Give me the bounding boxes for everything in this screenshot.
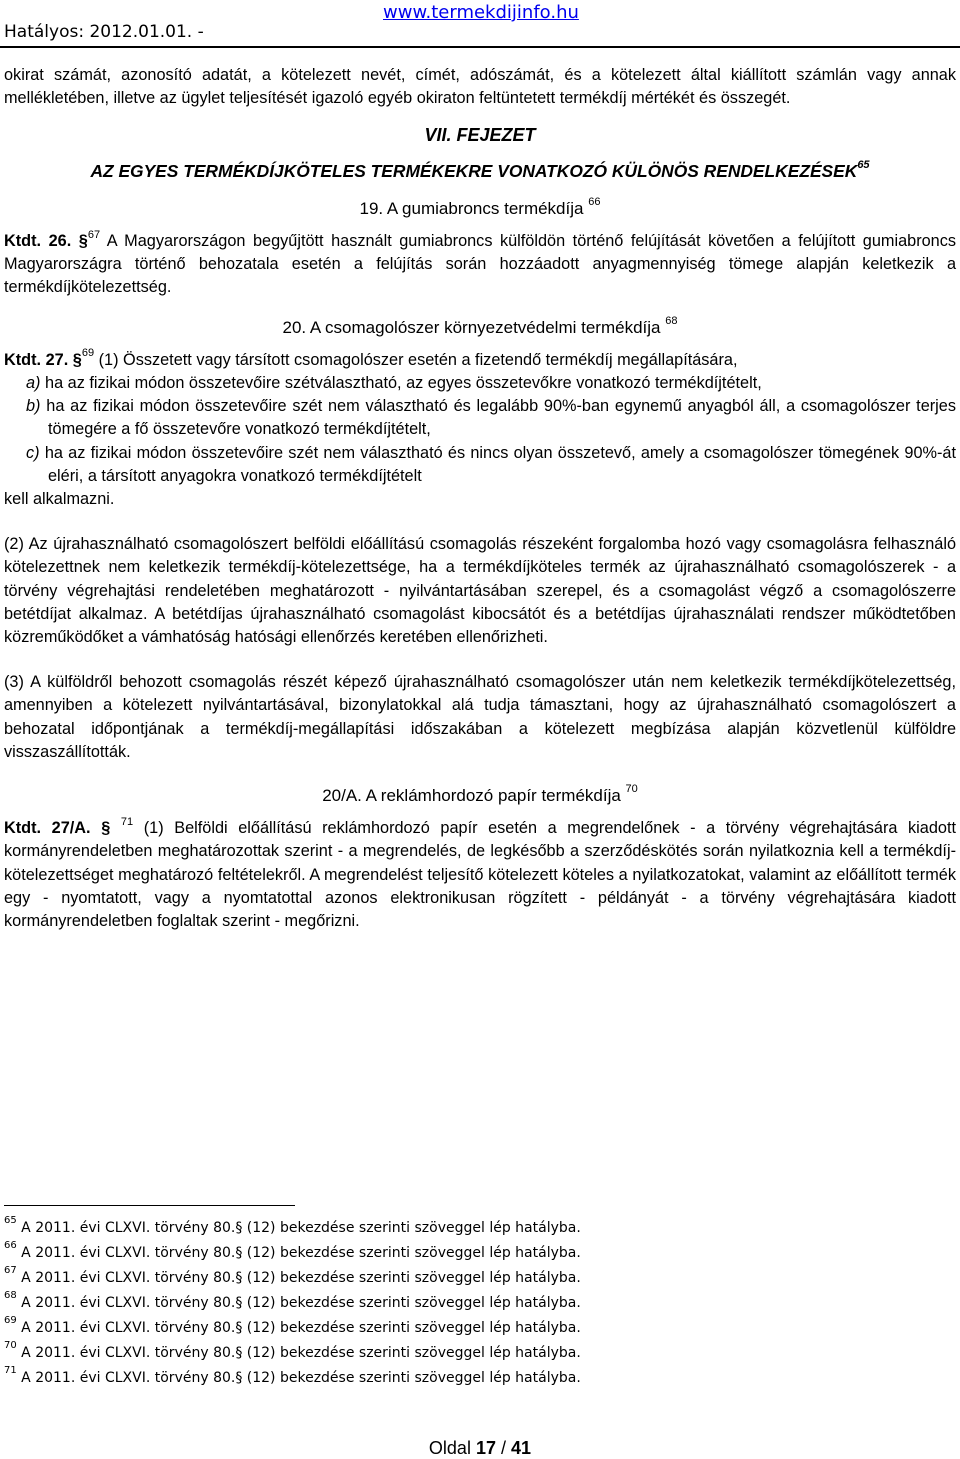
total-pages: 41 [511,1438,532,1458]
footnote-text: A 2011. évi CLXVI. törvény 80.§ (12) bekezdése szerinti szöveggel lép hatályba. [16,1220,581,1236]
footnote-ref-70[interactable]: 70 [625,783,638,796]
footnote-ref-71[interactable]: 71 [120,815,134,828]
footnote-text: A 2011. évi CLXVI. törvény 80.§ (12) bekezdése szerinti szöveggel lép hatályba. [16,1295,581,1311]
footnote [4,1341,904,1366]
section-27a-lead: Ktdt. 27/A. [4,819,91,838]
page-footer [0,1438,960,1459]
footnote-text: A 2011. évi CLXVI. törvény 80.§ (12) bekezdése szerinti szöveggel lép hatályba. [16,1320,581,1336]
section-27-paragraph-2: (2) Az újrahasználható csomagolószert belföldi előállítású csomagolás részeként forgalomba hozó vagy csomagolásra felhasználó kötelezettnek nem keletkezik termékdíj-kötelezettsége, ha a termékdíjköteles termék az újrahasználható csomagolószerek - a törvény végrehajtási rendeletében meghatározott - nyilvántartásában szerepel, és a csomagolást végző a csomagolószerre betétdíjat alkalmaz. A betétdíjas újrahasználható csomagolást kibocsátót és a betétdíjas újrahasználati rendszer működtetőben közreműködőket a vámhatóság hatósági ellenőrzés keretében ellenőrizheti. [4,535,956,647]
section-20a-title-text: 20/A. A reklámhordozó papír termékdíja [322,786,621,806]
section-20-title [4,316,956,339]
chapter-title-text: AZ EGYES TERMÉKDÍJKÖTELES TERMÉKEKRE VONATKOZÓ KÜLÖNÖS RENDELKEZÉSEK [90,160,858,181]
footnotes [4,1216,904,1391]
page-label: Oldal [428,1438,471,1458]
footnote [4,1216,904,1241]
footnote-text: A 2011. évi CLXVI. törvény 80.§ (12) bekezdése szerinti szöveggel lép hatályba. [16,1370,581,1386]
footnote-number: 69 [4,1315,17,1327]
intro-paragraph: okirat számát, azonosító adatát, a kötelezett nevét, címét, adószámát, és a kötelezett által kiállított számlán vagy annak mellékletében, illetve az ügylet teljesítését igazoló egyéb okiraton feltüntetett termékdíj mértékét és összegét. [4,66,956,108]
footnote [4,1316,904,1341]
item-text: ha az fizikai módon összetevőire szét nem választható és nincs olyan összetevő, amely a csomagolószer tömegének 90%-át eléri, a társított anyagokra vonatkozó termékdíjtételt [39,443,956,485]
footnote-text: A 2011. évi CLXVI. törvény 80.§ (12) bekezdése szerinti szöveggel lép hatályba. [16,1245,581,1261]
footnote-ref-66[interactable]: 66 [588,196,601,209]
footnote-ref-65[interactable]: 65 [857,158,870,171]
footnote-number: 65 [4,1215,17,1227]
item-label: c) [26,443,40,462]
section-mark: § [78,232,88,251]
section-27-intro-text: (1) Összetett vagy társított csomagolószer esetén a fizetendő termékdíj megállapítására, [94,350,738,369]
footnote-number: 67 [4,1265,17,1277]
footnote-number: 68 [4,1290,17,1302]
footnote-ref-67[interactable]: 67 [87,228,101,241]
footnote [4,1266,904,1291]
header-divider [0,46,960,48]
item-text: ha az fizikai módon összetevőire szétválasztható, az egyes összetevőkre vonatkozó termékdíjtételt, [40,374,762,393]
document-body [4,64,956,933]
footnote-number: 71 [4,1365,17,1377]
current-page: 17 [475,1438,496,1458]
footnote-number: 66 [4,1240,17,1252]
section-26-paragraph [4,230,956,300]
section-27-paragraph-3: (3) A külföldről behozott csomagolás részét képező újrahasználható csomagolószer után nem keletkezik termékdíjkötelezettség, amennyiben a kötelezett nyilvántartásával, bizonylatokkal alá tudja támasztani, hogy az újrahasználható csomagolószert a behozatal időpontjának a termékdíj-megállapítási időszakában a kötelezett megbízása alapján közvetlenül külföldre visszaszállították. [4,673,956,761]
chapter-label: VII. FEJEZET [424,125,536,146]
footnote [4,1291,904,1316]
section-27-paragraph-1 [4,349,956,372]
site-link[interactable]: www.termekdijinfo.hu [383,2,579,23]
section-26-text: A Magyarországon begyűjtött használt gumiabroncs külföldön történő felújítását követően a felújított gumiabroncs Magyarországra történő behozatala esetén a felújítás során hozzáadott anyagmennyiség tömege alapján keletkezik a termékdíjkötelezettség. [4,232,957,297]
footnote-ref-68[interactable]: 68 [665,314,678,327]
section-20a-title [4,784,956,807]
section-27-lead: Ktdt. 27. [4,350,69,369]
section-27-paragraph-1-end: kell alkalmazni. [4,490,115,509]
footnote [4,1241,904,1266]
section-27a-text: (1) Belföldi előállítású reklámhordozó papír esetén a megrendelőnek - a törvény végrehajtására kiadott kormányrendeletben meghatározottak szerint - a megrendelés, de legkésőbb a szerződéskötés során nyilatkoznia kell a termékdíj-kötelezettséget meghatározó feltételekről. A megrendelést teljesítő kötelezett köteles a nyilatkozatokat, valamint az előállított termék egy - nyomtatott, vagy a nyomtatottal azonos elektronikusan rögzített - példányát - a törvény végrehajtására kiadott kormányrendeletben foglaltak szerint - megőrizni. [4,819,957,931]
footnote-separator [4,1205,295,1206]
footnote-number: 70 [4,1340,17,1352]
footnote-text: A 2011. évi CLXVI. törvény 80.§ (12) bekezdése szerinti szöveggel lép hatályba. [16,1345,581,1361]
section-19-title [4,197,956,220]
item-text: ha az fizikai módon összetevőire szét nem választható és legalább 90%-ban egynemű anyagból áll, a csomagolószer terjes tömegére a fő összetevőre vonatkozó termékdíjtételt, [40,397,956,439]
page-separator: / [501,1438,507,1458]
effective-date: Hatályos: 2012.01.01. - [4,22,204,42]
section-27a-paragraph [4,817,956,933]
section-mark: § [72,350,82,369]
list-item [4,395,956,441]
list-item [4,372,956,395]
section-19-title-text: 19. A gumiabroncs termékdíja [359,198,584,218]
list-item [4,442,956,488]
section-mark: § [101,819,111,838]
footnote-ref-69[interactable]: 69 [81,347,95,360]
section-26-lead: Ktdt. 26. [4,232,72,251]
footnote [4,1366,904,1391]
footnote-text: A 2011. évi CLXVI. törvény 80.§ (12) bekezdése szerinti szöveggel lép hatályba. [16,1270,581,1286]
chapter-title [4,160,956,183]
item-label: a) [26,374,41,393]
section-20-title-text: 20. A csomagolószer környezetvédelmi termékdíja [282,317,661,337]
item-label: b) [26,397,41,416]
page-header [0,0,960,46]
